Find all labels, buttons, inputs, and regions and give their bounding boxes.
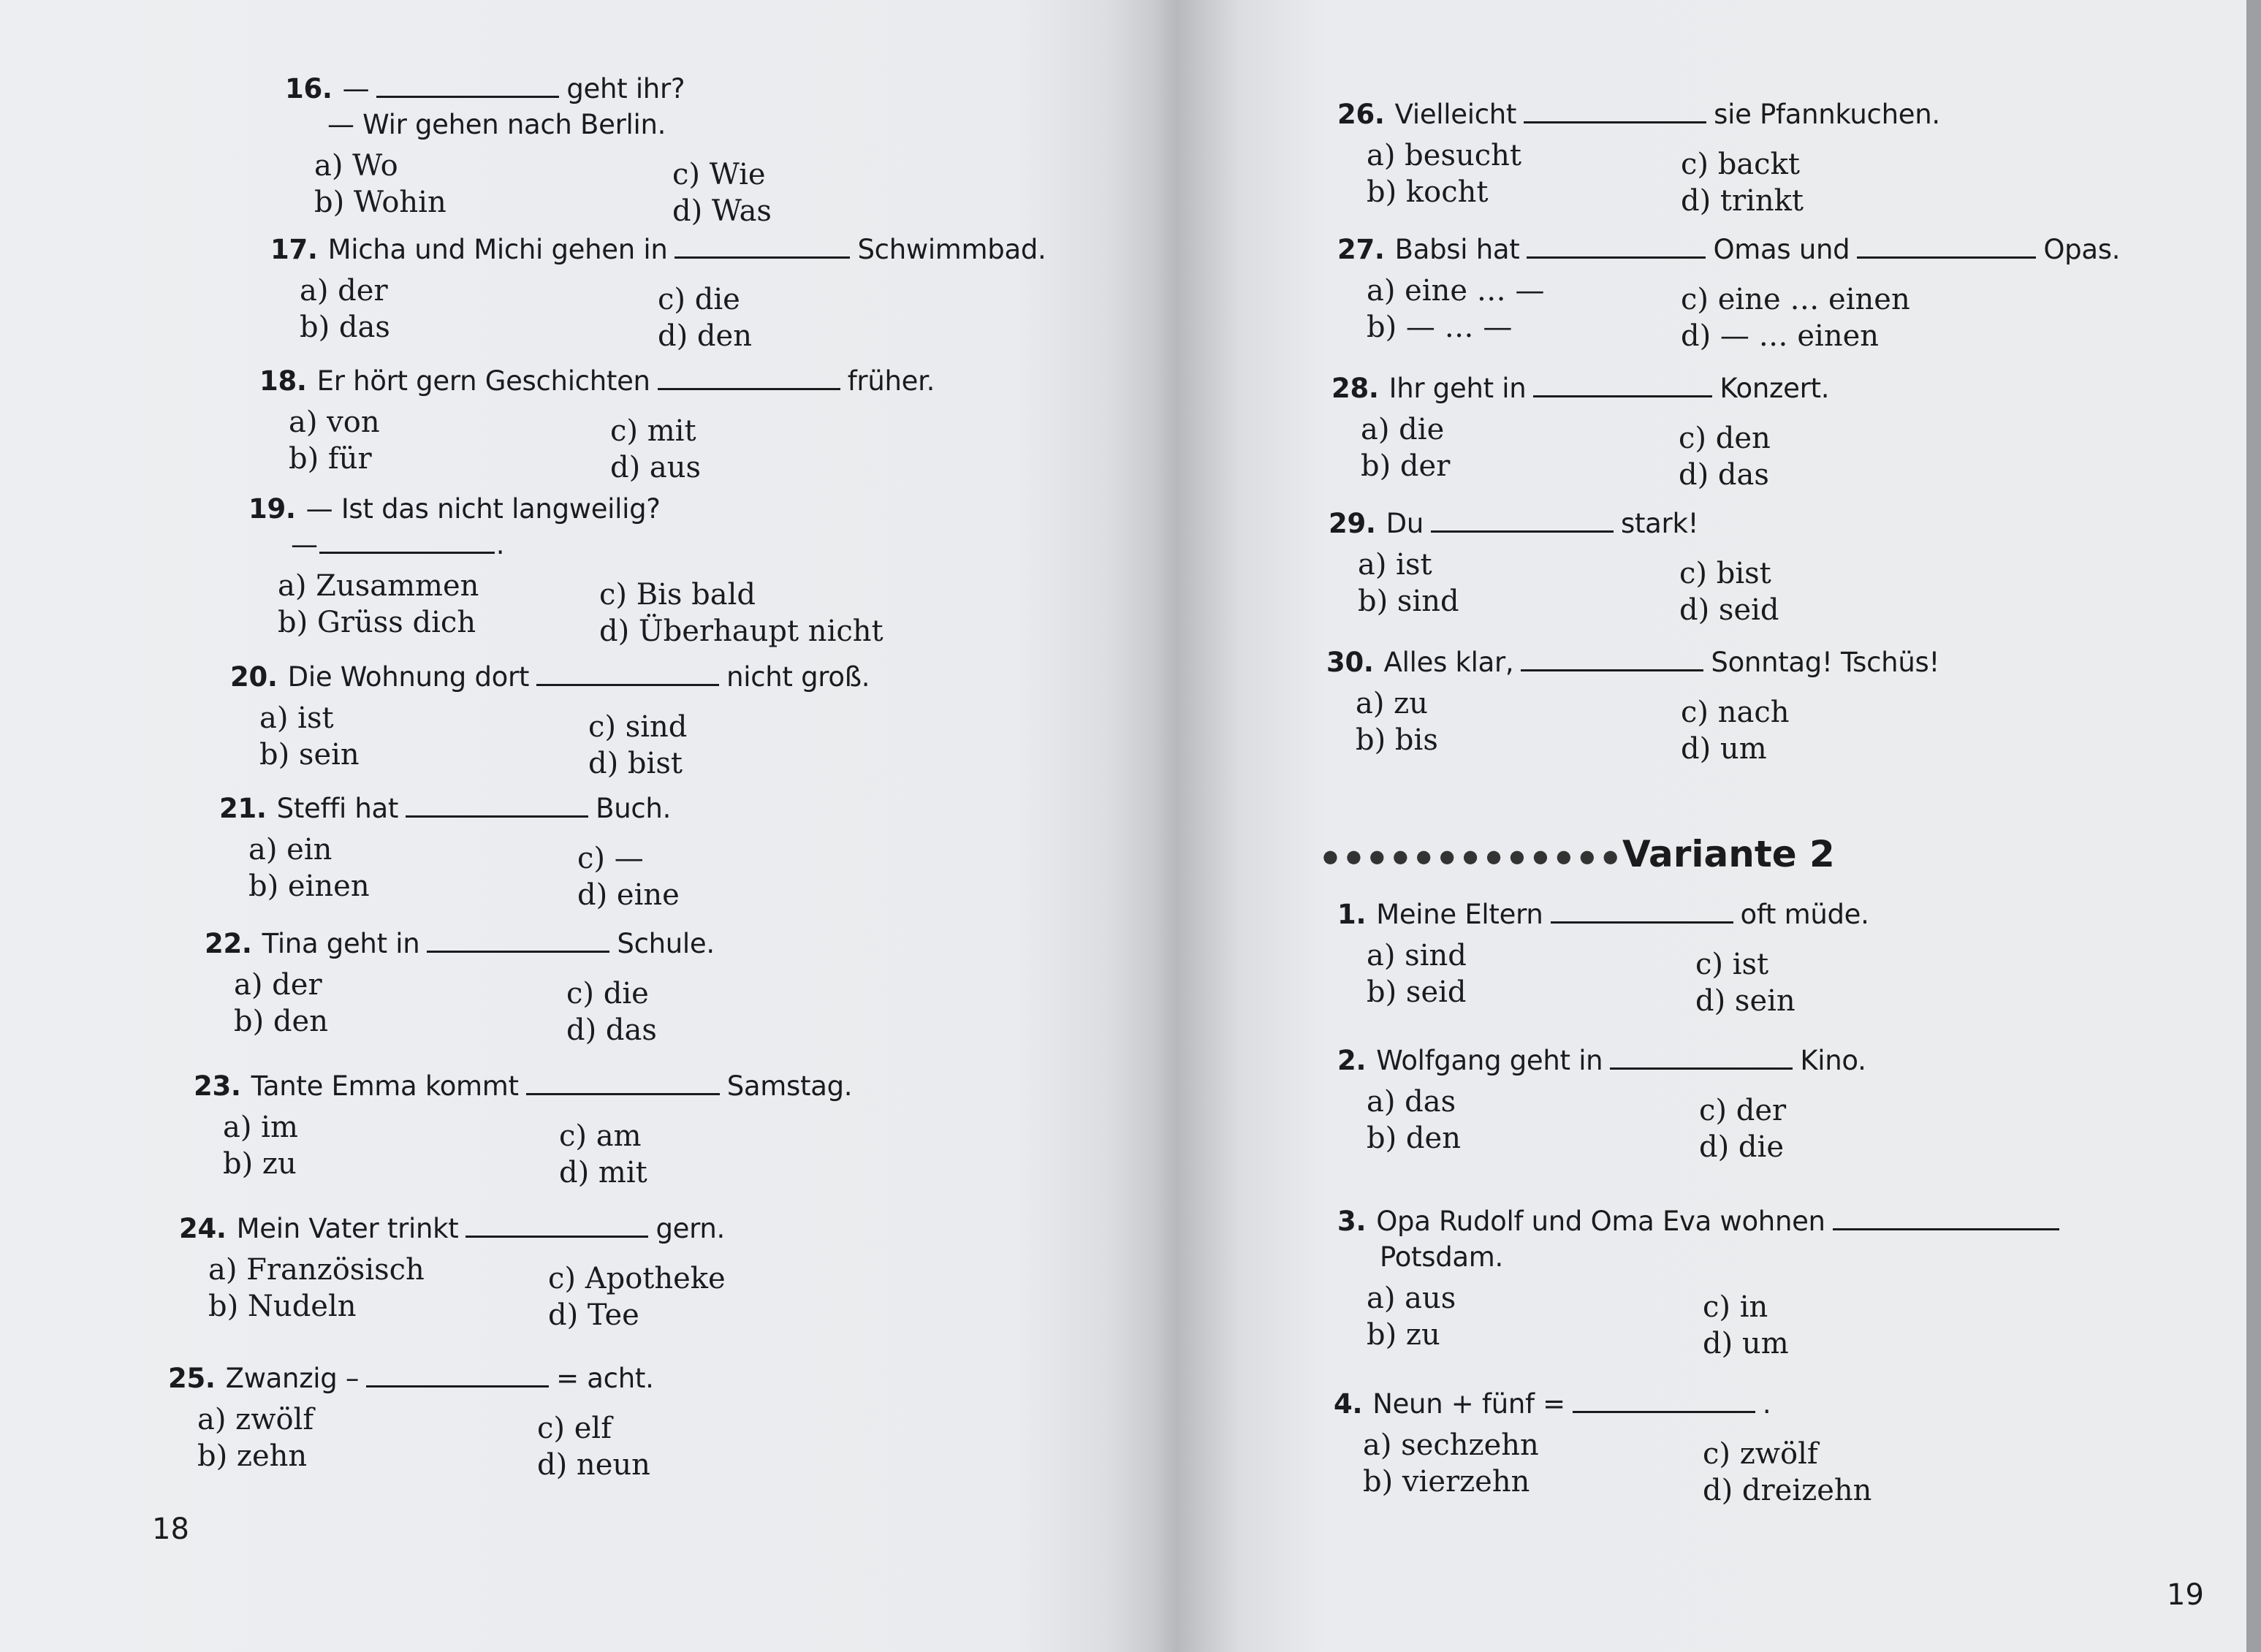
answer-option-b[interactable]: b) Wohin [314, 186, 446, 219]
answer-option-c[interactable]: c) backt [1681, 148, 1800, 181]
question-number: 30. [1326, 647, 1374, 678]
answer-option-c[interactable]: c) die [658, 283, 740, 316]
answer-option-c[interactable]: c) bist [1679, 557, 1771, 590]
question-text [230, 661, 870, 693]
answer-option-d[interactable]: d) Überhaupt nicht [599, 614, 884, 648]
answer-option-b[interactable]: b) sind [1358, 585, 1459, 618]
question-block [1337, 899, 1869, 1019]
question-part: Omas und [1713, 234, 1850, 265]
question-text [285, 73, 685, 104]
answer-option-a[interactable]: a) sechzehn [1363, 1428, 1539, 1462]
answer-option-b[interactable]: b) das [300, 311, 390, 344]
answer-options [248, 569, 884, 650]
answer-option-b[interactable]: b) der [1361, 449, 1451, 483]
question-part: Konzert. [1720, 373, 1830, 404]
question-part: Kino. [1800, 1045, 1866, 1076]
question-text [179, 1213, 725, 1244]
question-part: Tante Emma kommt [251, 1070, 519, 1102]
question-part: Opas. [2043, 234, 2121, 265]
answer-option-d[interactable]: d) den [658, 319, 752, 353]
answer-blank[interactable] [1431, 510, 1614, 533]
answer-option-b[interactable]: b) den [234, 1005, 328, 1038]
question-number: 21. [219, 793, 267, 824]
answer-option-a[interactable]: a) der [234, 968, 322, 1002]
question-text [1337, 234, 2120, 265]
question-part: früher. [847, 365, 935, 397]
question-text [1326, 647, 1939, 678]
answer-option-a[interactable]: a) Zusammen [278, 569, 479, 603]
question-number: 22. [205, 928, 252, 959]
answer-option-c[interactable]: c) nach [1681, 696, 1790, 729]
question-text [219, 793, 671, 824]
question-text [1329, 508, 1698, 539]
answer-options [179, 1253, 725, 1333]
answer-option-d[interactable]: d) Tee [548, 1298, 639, 1332]
question-text [1334, 1388, 1771, 1420]
answer-option-c[interactable]: c) Bis bald [599, 578, 756, 612]
answer-options [1326, 687, 1939, 767]
question-part: Neun + fünf = [1372, 1388, 1565, 1420]
answer-options [194, 1111, 852, 1191]
question-number: 4. [1334, 1388, 1363, 1420]
question-block [230, 661, 870, 782]
answer-blank[interactable] [406, 795, 588, 818]
answer-blank[interactable] [658, 368, 840, 390]
answer-option-a[interactable]: a) zu [1356, 687, 1429, 720]
question-part: stark! [1621, 508, 1699, 539]
question-block [168, 1363, 654, 1483]
answer-option-d[interactable]: d) mit [559, 1156, 647, 1189]
answer-option-d[interactable]: d) die [1699, 1130, 1784, 1164]
answer-option-c[interactable]: c) eine … einen [1681, 283, 1910, 316]
answer-option-d[interactable]: d) Was [672, 194, 772, 228]
answer-options [1331, 413, 1829, 493]
question-text [1337, 899, 1869, 930]
question-part: Sonntag! Tschüs! [1711, 647, 1939, 678]
answer-option-c[interactable]: c) mit [610, 414, 696, 448]
question-part: Steffi hat [276, 793, 399, 824]
answer-option-c[interactable]: c) zwölf [1703, 1437, 1818, 1471]
answer-option-c[interactable]: c) den [1679, 422, 1771, 455]
question-number: 28. [1331, 373, 1379, 404]
answer-option-d[interactable]: d) das [566, 1013, 657, 1047]
question-part: geht ihr? [566, 73, 685, 104]
question-part: Schule. [617, 928, 715, 959]
answer-option-a[interactable]: a) das [1367, 1085, 1456, 1119]
question-part: — Ist das nicht langweilig? [305, 493, 661, 525]
answer-option-a[interactable]: a) zwölf [197, 1403, 314, 1436]
answer-option-d[interactable]: d) das [1679, 458, 1769, 492]
question-part: Tina geht in [262, 928, 420, 959]
question-part: Micha und Michi gehen in [327, 234, 668, 265]
answer-option-c[interactable]: c) in [1703, 1290, 1768, 1324]
answer-option-b[interactable]: b) den [1367, 1122, 1461, 1155]
answer-options [205, 968, 715, 1048]
second-line-text: — Wir gehen nach Berlin. [327, 109, 666, 140]
answer-option-b[interactable]: b) einen [248, 869, 370, 903]
variant-dots: ●●●●●●●●●●●●● [1323, 846, 1627, 867]
answer-option-d[interactable]: d) eine [577, 878, 680, 912]
answer-options [1337, 274, 2120, 354]
answer-option-b[interactable]: b) für [289, 442, 372, 476]
question-number: 26. [1337, 99, 1385, 130]
answer-options [1337, 939, 1869, 1019]
question-text [248, 493, 661, 525]
second-line-text: Potsdam. [1380, 1241, 1503, 1273]
page-number-right: 19 [2167, 1578, 2204, 1612]
question-part: = acht. [556, 1363, 654, 1394]
answer-blank[interactable] [376, 75, 559, 98]
question-block [219, 793, 680, 913]
question-part: — [342, 73, 370, 104]
answer-blank[interactable] [466, 1215, 648, 1238]
question-number: 29. [1329, 508, 1376, 539]
answer-option-c[interactable]: c) ist [1695, 948, 1769, 981]
question-block [205, 928, 715, 1048]
answer-option-d[interactable]: d) um [1703, 1327, 1789, 1360]
question-block [1337, 234, 2120, 354]
question-part: Alles klar, [1383, 647, 1514, 678]
answer-options [1337, 1085, 1866, 1165]
answer-option-b[interactable]: b) Grüss dich [278, 606, 476, 639]
question-block [1329, 508, 1779, 628]
answer-option-a[interactable]: a) Französisch [208, 1253, 425, 1287]
answer-option-c[interactable]: c) — [577, 842, 644, 875]
answer-options [259, 406, 935, 486]
question-part: oft müde. [1740, 899, 1869, 930]
answer-options [285, 149, 772, 229]
question-text [194, 1070, 852, 1102]
question-block [259, 365, 935, 486]
answer-option-b[interactable]: b) Nudeln [208, 1290, 357, 1323]
question-text [1337, 99, 1940, 130]
question-number: 23. [194, 1070, 241, 1102]
background-edge [2246, 0, 2261, 1652]
answer-blank[interactable] [427, 930, 609, 953]
answer-blank[interactable] [1573, 1390, 1755, 1413]
book-gutter [1155, 0, 1198, 1652]
answer-options [1334, 1428, 1872, 1509]
question-part: Ihr geht in [1388, 373, 1527, 404]
answer-option-a[interactable]: a) von [289, 406, 380, 439]
question-number: 1. [1337, 899, 1367, 930]
question-number: 2. [1337, 1045, 1367, 1076]
question-number: 20. [230, 661, 278, 693]
answer-option-b[interactable]: b) — … — [1367, 311, 1513, 344]
question-text [270, 234, 1046, 265]
question-second-line [1380, 1241, 2067, 1273]
answer-options [168, 1403, 654, 1483]
answer-option-a[interactable]: a) im [223, 1111, 298, 1144]
second-line-text: — [291, 529, 318, 560]
answer-option-a[interactable]: a) ist [1358, 548, 1432, 582]
answer-option-b[interactable]: b) vierzehn [1363, 1465, 1530, 1499]
answer-options [219, 833, 680, 913]
question-block [270, 234, 1046, 354]
answer-option-b[interactable]: b) zehn [197, 1439, 308, 1473]
answer-option-a[interactable]: a) besucht [1367, 139, 1521, 172]
question-number: 19. [248, 493, 296, 525]
answer-option-d[interactable]: d) sein [1695, 984, 1796, 1018]
question-number: 17. [270, 234, 318, 265]
answer-option-d[interactable]: d) um [1681, 732, 1767, 766]
answer-blank[interactable] [1833, 1208, 2059, 1230]
question-block [248, 493, 884, 650]
question-part: Er hört gern Geschichten [316, 365, 650, 397]
question-part: Babsi hat [1394, 234, 1520, 265]
answer-option-c[interactable]: c) sind [588, 710, 688, 744]
question-part: nicht groß. [726, 661, 870, 693]
answer-option-d[interactable]: d) trinkt [1681, 184, 1804, 218]
question-block [1337, 99, 1940, 219]
page-number-left: 18 [152, 1512, 189, 1546]
question-block [1326, 647, 1939, 767]
answer-option-d[interactable]: d) bist [588, 747, 683, 780]
question-part: gern. [656, 1213, 726, 1244]
question-number: 24. [179, 1213, 227, 1244]
answer-option-c[interactable]: c) Wie [672, 158, 766, 191]
question-text [168, 1363, 654, 1394]
second-line-end: . [495, 529, 505, 560]
answer-option-c[interactable]: c) die [566, 977, 649, 1010]
question-number: 18. [259, 365, 307, 397]
answer-option-b[interactable]: b) sein [259, 738, 360, 772]
question-text [1337, 1206, 2067, 1237]
question-block [1337, 1206, 2067, 1362]
question-number: 3. [1337, 1206, 1367, 1237]
question-part: Vielleicht [1394, 99, 1517, 130]
question-second-line [291, 529, 661, 560]
question-block [194, 1070, 852, 1191]
question-second-line [327, 109, 685, 140]
answer-options [1337, 1282, 2067, 1362]
answer-options [230, 701, 870, 782]
answer-option-c[interactable]: c) elf [537, 1412, 612, 1445]
question-block [179, 1213, 725, 1333]
question-text [1331, 373, 1829, 404]
question-part: Buch. [596, 793, 672, 824]
answer-blank[interactable] [674, 236, 850, 259]
question-part: . [1762, 1388, 1771, 1420]
question-number: 27. [1337, 234, 1385, 265]
question-block [1337, 1045, 1866, 1165]
answer-option-d[interactable]: d) seid [1679, 593, 1779, 627]
variant-title: Variante 2 [1622, 833, 1835, 875]
question-part: Du [1386, 508, 1424, 539]
question-text [259, 365, 935, 397]
answer-option-d[interactable]: d) dreizehn [1703, 1474, 1872, 1507]
answer-blank[interactable] [1610, 1047, 1793, 1070]
answer-blank[interactable] [526, 1073, 720, 1095]
question-block [1334, 1388, 1872, 1509]
question-block [285, 73, 772, 229]
answer-option-c[interactable]: c) der [1699, 1094, 1787, 1127]
question-text [1337, 1045, 1866, 1076]
question-block [1331, 373, 1829, 493]
answer-blank[interactable] [1533, 375, 1712, 397]
question-part: sie Pfannkuchen. [1714, 99, 1940, 130]
answer-option-b[interactable]: b) zu [223, 1147, 297, 1181]
question-text [205, 928, 715, 959]
answer-option-b[interactable]: b) kocht [1367, 175, 1489, 209]
question-part: Mein Vater trinkt [236, 1213, 459, 1244]
question-part: Samstag. [726, 1070, 853, 1102]
answer-option-c[interactable]: c) am [559, 1119, 642, 1153]
answer-options [270, 274, 1046, 354]
answer-blank[interactable] [1857, 236, 2036, 259]
question-part: Opa Rudolf und Oma Eva wohnen [1376, 1206, 1825, 1237]
question-number: 25. [168, 1363, 216, 1394]
answer-option-d[interactable]: d) aus [610, 451, 702, 484]
answer-option-a[interactable]: a) aus [1367, 1282, 1456, 1315]
answer-option-b[interactable]: b) zu [1367, 1318, 1440, 1352]
answer-blank[interactable] [366, 1365, 549, 1388]
answer-options [1337, 139, 1940, 219]
answer-blank[interactable] [1527, 236, 1706, 259]
answer-option-d[interactable]: d) — … einen [1681, 319, 1880, 353]
answer-option-a[interactable]: a) ist [259, 701, 334, 735]
answer-option-a[interactable]: a) der [300, 274, 388, 308]
answer-option-b[interactable]: b) seid [1367, 975, 1467, 1009]
question-part: Die Wohnung dort [287, 661, 530, 693]
answer-option-d[interactable]: d) neun [537, 1448, 650, 1482]
answer-option-b[interactable]: b) bis [1356, 723, 1438, 757]
answer-options [1329, 548, 1779, 628]
answer-option-a[interactable]: a) Wo [314, 149, 398, 183]
answer-option-a[interactable]: a) eine … — [1367, 274, 1545, 308]
question-number: 16. [285, 73, 332, 104]
question-part: Meine Eltern [1376, 899, 1543, 930]
question-part: Wolfgang geht in [1376, 1045, 1603, 1076]
answer-option-a[interactable]: a) ein [248, 833, 332, 867]
answer-option-a[interactable]: a) sind [1367, 939, 1467, 972]
answer-blank[interactable] [1524, 101, 1706, 123]
answer-blank[interactable] [1521, 649, 1703, 671]
answer-blank[interactable] [536, 663, 719, 686]
question-part: Zwanzig – [225, 1363, 360, 1394]
question-part: Schwimmbad. [857, 234, 1046, 265]
answer-option-a[interactable]: a) die [1361, 413, 1445, 446]
answer-blank[interactable] [1551, 901, 1733, 924]
answer-blank[interactable] [319, 531, 495, 554]
answer-option-c[interactable]: c) Apotheke [548, 1262, 726, 1295]
